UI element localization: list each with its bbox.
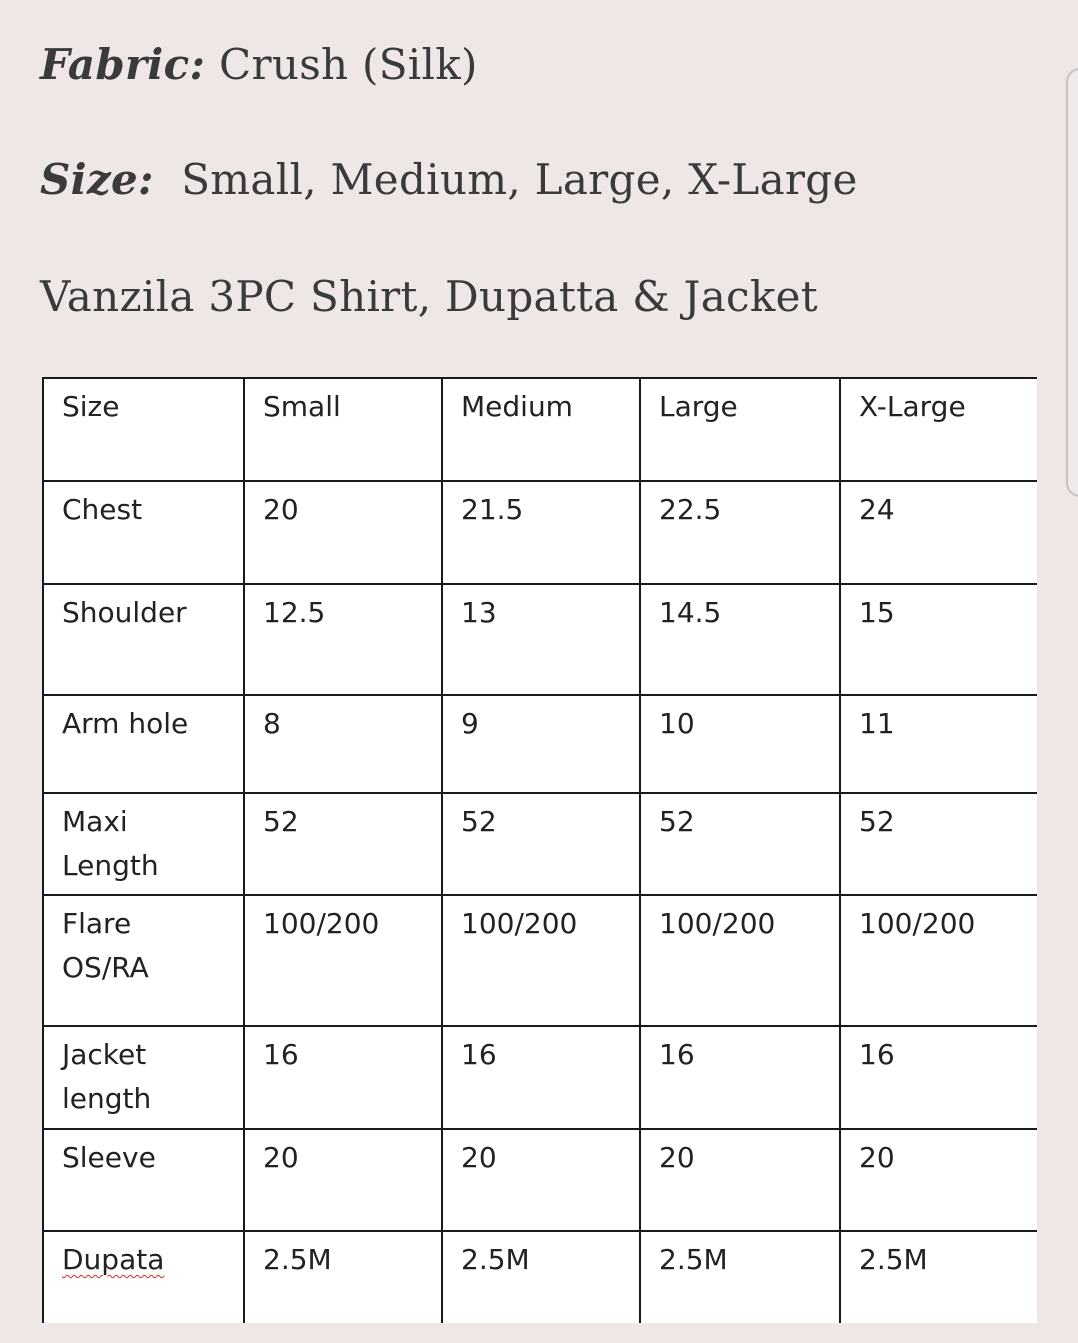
table-cell: 2.5M — [640, 1231, 840, 1323]
table-cell: 20 — [244, 481, 442, 584]
table-row — [43, 895, 1037, 1026]
header-cell: Small — [244, 378, 442, 481]
table-cell: 16 — [640, 1026, 840, 1129]
table-cell: 14.5 — [640, 584, 840, 695]
table-cell: 2.5M — [442, 1231, 640, 1323]
table-cell: 2.5M — [840, 1231, 1037, 1323]
table-row — [43, 793, 1037, 895]
table-cell: 52 — [442, 793, 640, 895]
row-label: Arm hole — [43, 695, 244, 793]
table-cell: 100/200 — [840, 895, 1037, 1026]
size-label: Size: — [40, 155, 154, 204]
row-label-text: Dupata — [62, 1243, 165, 1276]
table-cell: 52 — [840, 793, 1037, 895]
table-cell: 11 — [840, 695, 1037, 793]
row-label-line: Length — [62, 849, 159, 882]
row-label: Sleeve — [43, 1129, 244, 1231]
row-label — [43, 895, 244, 1026]
size-chart-table — [42, 377, 1037, 1323]
row-label: Shoulder — [43, 584, 244, 695]
table-cell: 13 — [442, 584, 640, 695]
fabric-value: Crush (Silk) — [219, 40, 478, 89]
table-cell: 10 — [640, 695, 840, 793]
row-label — [43, 1026, 244, 1129]
row-label: Chest — [43, 481, 244, 584]
table-cell: 22.5 — [640, 481, 840, 584]
table-cell: 12.5 — [244, 584, 442, 695]
table-cell: 8 — [244, 695, 442, 793]
scroll-handle[interactable] — [1066, 68, 1078, 497]
row-label-line: Maxi — [62, 805, 128, 838]
header-cell: Size — [43, 378, 244, 481]
table-row — [43, 1026, 1037, 1129]
row-label-line: Flare — [62, 907, 132, 940]
size-value: Small, Medium, Large, X-Large — [181, 155, 858, 204]
product-title: Vanzila 3PC Shirt, Dupatta & Jacket — [40, 272, 818, 321]
table-cell: 20 — [442, 1129, 640, 1231]
table-row — [43, 584, 1037, 695]
row-label-line: length — [62, 1082, 152, 1115]
table-cell: 15 — [840, 584, 1037, 695]
table-cell: 100/200 — [244, 895, 442, 1026]
table-cell: 2.5M — [244, 1231, 442, 1323]
table-cell: 100/200 — [442, 895, 640, 1026]
table-header-row — [43, 378, 1037, 481]
table-row — [43, 1129, 1037, 1231]
table-row — [43, 695, 1037, 793]
size-chart-image — [42, 377, 1037, 1323]
fabric-line — [40, 40, 478, 89]
row-label — [43, 1231, 244, 1323]
table-cell: 52 — [640, 793, 840, 895]
fabric-label: Fabric: — [40, 40, 206, 89]
table-cell: 52 — [244, 793, 442, 895]
table-cell: 100/200 — [640, 895, 840, 1026]
row-label-line: OS/RA — [62, 951, 149, 984]
header-cell: X-Large — [840, 378, 1037, 481]
table-cell: 16 — [244, 1026, 442, 1129]
table-cell: 9 — [442, 695, 640, 793]
header-cell: Large — [640, 378, 840, 481]
table-cell: 21.5 — [442, 481, 640, 584]
table-cell: 20 — [840, 1129, 1037, 1231]
table-cell: 16 — [442, 1026, 640, 1129]
table-cell: 20 — [640, 1129, 840, 1231]
table-row — [43, 1231, 1037, 1323]
size-line — [40, 155, 858, 204]
table-cell: 20 — [244, 1129, 442, 1231]
header-cell: Medium — [442, 378, 640, 481]
row-label — [43, 793, 244, 895]
table-cell: 24 — [840, 481, 1037, 584]
table-cell: 16 — [840, 1026, 1037, 1129]
table-row — [43, 481, 1037, 584]
row-label-line: Jacket — [62, 1038, 147, 1071]
